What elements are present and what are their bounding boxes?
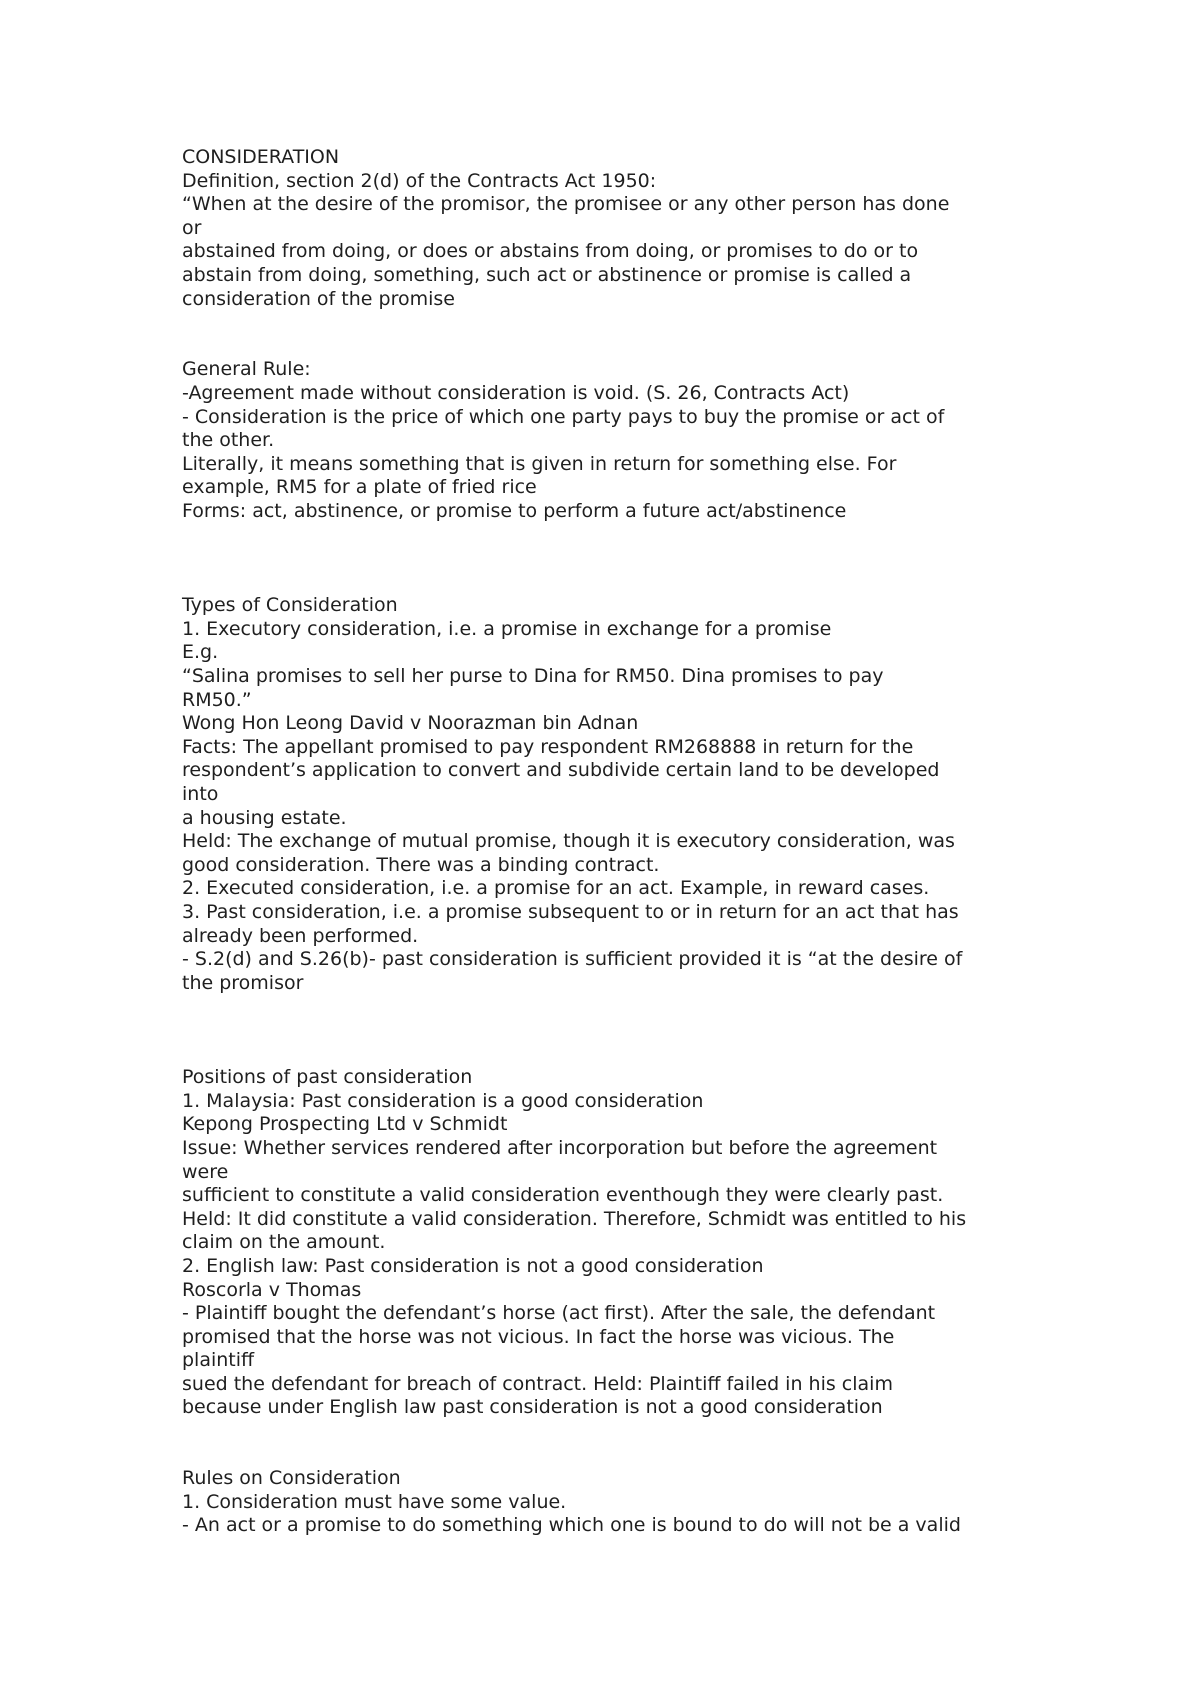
text-line: - Consideration is the price of which one party pays to buy the promise or act of xyxy=(182,405,945,428)
text-line: or xyxy=(182,216,202,239)
text-line: 3. Past consideration, i.e. a promise subsequent to or in return for an act that has xyxy=(182,901,959,923)
text-line: claim on the amount. xyxy=(182,1231,386,1254)
text-line: -Agreement made without consideration is void. (S. 26, Contracts Act) xyxy=(182,381,850,404)
text-line: were xyxy=(182,1160,229,1183)
text-line: abstain from doing, something, such act or abstinence or promise is called a xyxy=(182,263,912,286)
text-line: Held: It did constitute a valid consideration. Therefore, Schmidt was entitled to his xyxy=(182,1207,967,1230)
text-line: sued the defendant for breach of contract. Held: Plaintiff failed in his claim xyxy=(182,1372,893,1395)
text-line: Issue: Whether services rendered after incorporation but before the agreement xyxy=(182,1136,938,1159)
text-line: promised that the horse was not vicious. In fact the horse was vicious. The xyxy=(182,1325,895,1348)
text-line: the other. xyxy=(182,429,275,452)
text-line: “When at the desire of the promisor, the promisee or any other person has done xyxy=(182,193,950,216)
text-line: 2. Executed consideration, i.e. a promise for an act. Example, in reward cases. xyxy=(182,877,930,900)
text-line: Rules on Consideration xyxy=(182,1467,401,1490)
text-line: 1. Executory consideration, i.e. a promise in exchange for a promise xyxy=(182,617,832,640)
text-line xyxy=(182,311,1042,335)
text-line: the promisor xyxy=(182,971,304,994)
text-line: - S.2(d) and S.26(b)- past consideration is sufficient provided it is “at the desire of xyxy=(182,948,963,971)
text-line: into xyxy=(182,783,219,806)
text-line: CONSIDERATION xyxy=(182,146,340,168)
text-line: - An act or a promise to do something which one is bound to do will not be a valid xyxy=(182,1514,961,1537)
text-line xyxy=(182,1043,1042,1067)
text-line: Facts: The appellant promised to pay respondent RM268888 in return for the xyxy=(182,735,914,758)
text-line: 1. Consideration must have some value. xyxy=(182,1490,567,1513)
text-line: - Plaintiff bought the defendant’s horse (act first). After the sale, the defendant xyxy=(182,1302,936,1325)
text-line: Types of Consideration xyxy=(182,594,398,617)
text-line: Held: The exchange of mutual promise, though it is executory consideration, was xyxy=(182,830,955,853)
text-line: Positions of past consideration xyxy=(182,1066,473,1089)
text-line xyxy=(182,547,1042,571)
text-line xyxy=(182,1444,1042,1468)
text-line: Literally, it means something that is given in return for something else. For xyxy=(182,452,897,475)
text-line: Definition, section 2(d) of the Contracts Act 1950: xyxy=(182,169,657,192)
text-line: 2. English law: Past consideration is not a good consideration xyxy=(182,1254,764,1277)
text-line: consideration of the promise xyxy=(182,287,455,310)
text-line: respondent’s application to convert and subdivide certain land to be developed xyxy=(182,759,940,782)
text-line xyxy=(182,995,1042,1019)
text-line: already been performed. xyxy=(182,924,419,947)
text-line xyxy=(182,335,1042,359)
document-body xyxy=(182,146,1042,1538)
text-line xyxy=(182,1420,1042,1444)
text-line: a housing estate. xyxy=(182,806,347,829)
text-line: 1. Malaysia: Past consideration is a good consideration xyxy=(182,1089,704,1112)
text-line xyxy=(182,571,1042,595)
text-line xyxy=(182,1019,1042,1043)
text-line: “Salina promises to sell her purse to Dina for RM50. Dina promises to pay xyxy=(182,665,884,688)
text-line: Kepong Prospecting Ltd v Schmidt xyxy=(182,1113,508,1136)
text-line: example, RM5 for a plate of fried rice xyxy=(182,476,537,499)
text-line: good consideration. There was a binding contract. xyxy=(182,853,660,876)
text-line: plaintiff xyxy=(182,1349,255,1372)
text-line: Roscorla v Thomas xyxy=(182,1278,362,1301)
text-line xyxy=(182,524,1042,548)
text-line: abstained from doing, or does or abstains from doing, or promises to do or to xyxy=(182,240,919,263)
text-line: because under English law past consideration is not a good consideration xyxy=(182,1396,883,1419)
text-line: sufficient to constitute a valid consideration eventhough they were clearly past. xyxy=(182,1184,944,1207)
text-line: General Rule: xyxy=(182,358,311,381)
text-line: Forms: act, abstinence, or promise to perform a future act/abstinence xyxy=(182,499,847,522)
text-line: Wong Hon Leong David v Noorazman bin Adnan xyxy=(182,712,639,735)
text-line: E.g. xyxy=(182,641,219,664)
text-line: RM50.” xyxy=(182,688,252,711)
